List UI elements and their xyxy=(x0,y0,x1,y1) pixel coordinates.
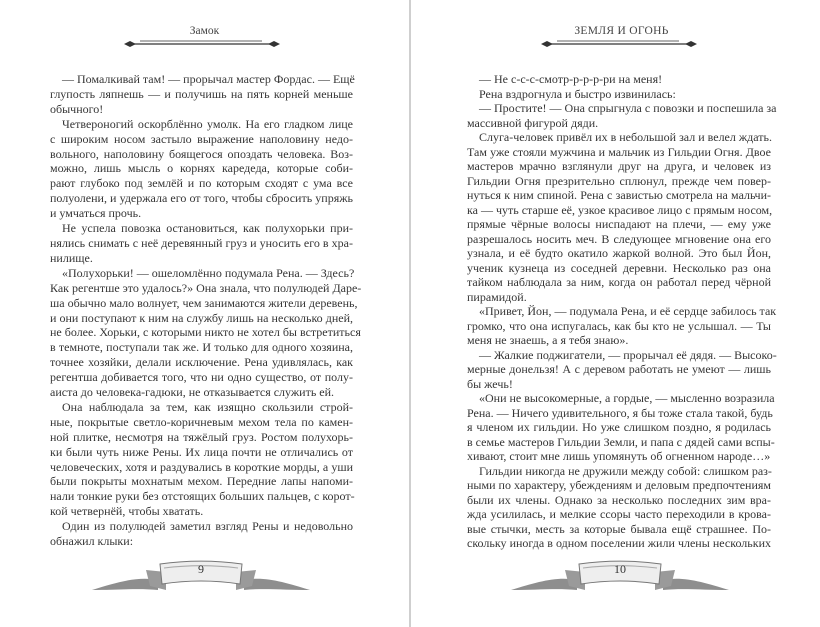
text-line: были их члены. Однако за несколько последних зим вра- xyxy=(467,492,771,507)
text-line: точнее хозяйки, делали исключение. Рена удивлялась, как xyxy=(50,355,353,370)
text-line: и умчаться прочь. xyxy=(50,206,142,221)
text-line: — Жалкие поджигатели, — прорычал её дядя. — Высоко- xyxy=(479,347,777,362)
text-line: мерные донельзя! А с деревом работать не умеют — лишь xyxy=(467,362,771,376)
text-line: кой четвернёй, чтобы хватать. xyxy=(50,504,204,519)
text-line: с широким носом застыло выражение наполовину недо- xyxy=(50,131,353,146)
text-line: бы жечь! xyxy=(467,376,513,391)
body-text xyxy=(50,72,362,549)
text-line: «Полухорьки! — ошеломлённо подумала Рена. — Здесь? xyxy=(62,265,355,280)
text-line: Она наблюдала за тем, как изящно скользили строй- xyxy=(62,399,353,414)
text-line: ными по характеру, убеждениям и деловым предпочтениям xyxy=(467,478,771,492)
right-page xyxy=(411,0,820,627)
text-line: нилище. xyxy=(50,250,93,265)
text-line: разрешалось носить меч. В следующее мгновение она его xyxy=(467,231,771,246)
text-line: рают глубоко под землёй и по которым сходят с ума все xyxy=(50,176,353,191)
text-line: обычного! xyxy=(50,101,104,116)
text-line: ные, покрытые светло-коричневым мехом тела по камен- xyxy=(50,414,353,429)
text-line: прямые чёрные волосы ниспадают на плечи, — ему уже xyxy=(467,217,771,231)
running-head: Замок xyxy=(189,25,220,37)
text-line: обнажил клыки: xyxy=(50,534,134,549)
paragraph xyxy=(467,72,771,87)
paragraph xyxy=(467,101,777,130)
paragraph xyxy=(50,519,353,549)
text-line: вые стычки, месть за которые бывала ещё страшнее. По- xyxy=(467,521,771,536)
text-line: ки были чуть ниже Рены. Их лица почти не отличались от xyxy=(50,444,353,459)
text-line: «Они не высокомерные, а гордые, — мысленно возразила xyxy=(479,391,775,405)
text-line: человеческих, хотя и раздувались в короткие морды, а уши xyxy=(50,459,353,474)
text-line: пирамидой. xyxy=(467,289,527,304)
text-line: скольку иногда в одном поселении жили члены нескольких xyxy=(467,536,771,550)
text-line: не более. Хорьки, с которыми никто не хотел бы встретиться xyxy=(50,325,361,340)
text-line: полуолени, и удержала его от того, чтобы сбросить упряжь xyxy=(50,191,353,206)
text-line: тайком наблюдала за ним, когда он работал перед чёрной xyxy=(467,275,771,289)
text-line: в темноте, поступали так же. И только для одного хозяина, xyxy=(50,340,353,355)
text-line: хивают, стоит мне лишь упомянуть об огненном народе…» xyxy=(467,449,771,463)
text-line: ка — чуть старше её, узкое красивое лицо с прямым носом, xyxy=(467,202,773,217)
paragraph xyxy=(50,117,353,221)
text-line: в семье мастеров Гильдии Земли, и папа с дядей сами вспы- xyxy=(467,434,775,449)
text-line: аиста до человека-гадюки, не отказывается служить ей. xyxy=(50,385,335,400)
text-line: и они поступают к ним на службу лишь на несколько дней, xyxy=(50,310,353,325)
text-line: регентша добивается того, что ни одно существо, от полу- xyxy=(50,370,353,385)
text-line: ученик кузнеца из соседней деревни. Несколько раз она xyxy=(467,260,771,275)
running-head: ЗЕМЛЯ И ОГОНЬ xyxy=(574,25,669,37)
text-line: Как регентше это удалось?» Она знала, что полулюдей Даре- xyxy=(50,280,362,295)
paragraph xyxy=(50,221,353,266)
text-line: — Помалкивай там! — прорычал мастер Фордас. — Ещё xyxy=(62,72,355,86)
text-line: Рена. — Ничего удивительного, я бы тоже стала такой, будь xyxy=(467,405,773,420)
page-number: 9 xyxy=(198,562,204,576)
text-line: — Не с-с-с-смотр-р-р-р-ри на меня! xyxy=(479,72,663,86)
paragraph xyxy=(50,72,353,117)
text-line: Там уже стояли мужчина и мальчик из Гильдии Огня. Двое xyxy=(467,144,771,159)
text-line: узнала, и её будто окатило жаркой волной. Это был Йон, xyxy=(467,246,771,260)
text-line: были покрыты мохнатым мехом. Передние лапы напоми- xyxy=(50,474,353,489)
paragraph xyxy=(50,265,362,400)
paragraph xyxy=(467,464,771,551)
text-line: нуться к ним спиной. Рена с завистью смотрела на мальчи- xyxy=(467,188,771,202)
text-line: Не успела повозка остановиться, как полухорьки при- xyxy=(62,221,353,236)
header-ornament-icon xyxy=(122,38,282,48)
text-line: глупость ляпнешь — и получишь на пять корней меньше xyxy=(50,86,353,101)
paragraph xyxy=(467,391,775,464)
text-line: жда усилилась, и мелкие ссоры часто переходили в крова- xyxy=(467,507,771,521)
text-line: можно, лишь мысль о корнях каредеда, которые соби- xyxy=(50,161,353,176)
text-line: вольного, наполовину боящегося опоздать человека. Воз- xyxy=(50,146,353,161)
header-ornament-icon xyxy=(539,38,699,48)
paragraph xyxy=(467,130,771,304)
text-line: ной плитке, несмотря на тяжёлый груз. Ростом полухорь- xyxy=(50,429,353,444)
paragraph xyxy=(50,400,353,519)
text-line: я членом их гильдии. Но уже слишком поздно, я родилась xyxy=(467,420,771,434)
text-line: мастеров мрачно взглянули друг на друга, и человек из xyxy=(467,159,771,173)
text-line: Гильдии Огня презрительно сплюнул, прежде чем повер- xyxy=(467,173,771,188)
text-line: громко, что она испугалась, как бы кто не услышал. — Ты xyxy=(467,318,771,333)
text-line: — Простите! — Она спрыгнула с повозки и поспешила за xyxy=(479,101,777,115)
text-line: массивной фигурой дяди. xyxy=(467,115,599,130)
text-line: «Привет, Йон, — подумала Рена, и её сердце забилось так xyxy=(479,304,777,318)
page-number: 10 xyxy=(614,562,626,576)
text-line: нали тонкие руки без отстоящих больших пальцев, с корот- xyxy=(50,489,355,504)
paragraph xyxy=(467,87,771,102)
text-line: ша обычно мало волнует, чем занимаются жители деревень, xyxy=(50,295,358,310)
text-line: Рена вздрогнула и быстро извинилась: xyxy=(479,86,676,101)
paragraph xyxy=(467,304,777,348)
text-line: меня не знаешь, а я тебя знаю». xyxy=(467,333,629,347)
text-line: Четвероногий оскорблённо умолк. На его гладком лице xyxy=(62,116,353,131)
left-page xyxy=(0,0,409,627)
text-line: нялись снимать с неё деревянный груз и уносить его в хра- xyxy=(50,235,353,250)
text-line: Один из полулюдей заметил взгляд Рены и недовольно xyxy=(62,519,353,534)
text-line: Слуга-человек привёл их в небольшой зал и велел ждать. xyxy=(479,130,773,144)
paragraph xyxy=(467,347,777,392)
text-line: Гильдии никогда не дружили между собой: слишком раз- xyxy=(479,463,772,478)
body-text xyxy=(467,72,777,551)
